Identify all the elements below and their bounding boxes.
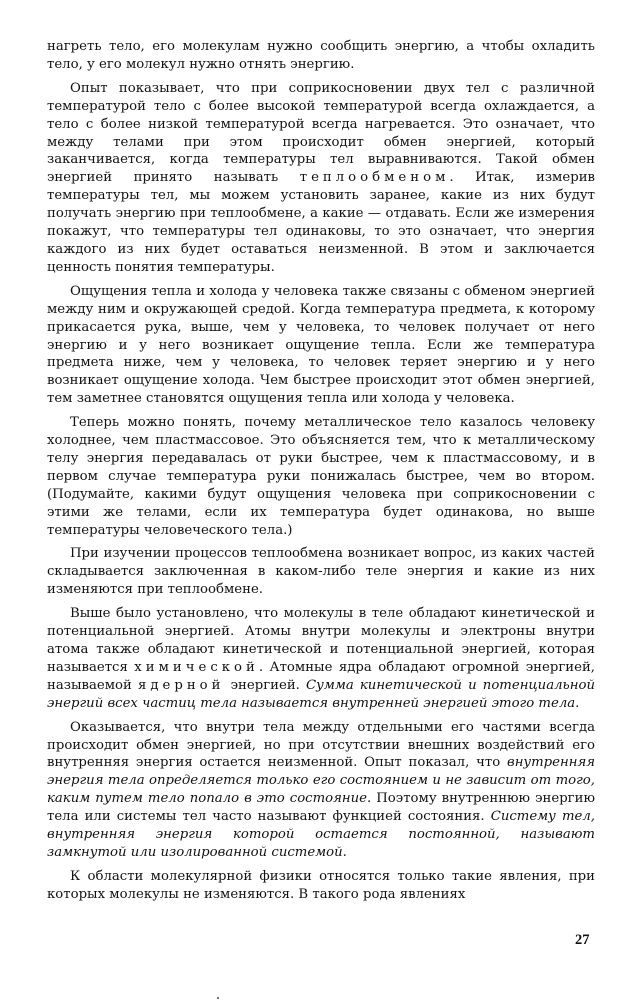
- italic-definition: внутренняя энергия тела определяется только его состоянием и не зависит от того, каким путем тело попало в это состояние.: [47, 755, 595, 807]
- paragraph: [47, 80, 595, 277]
- print-speck: [217, 997, 219, 999]
- text-run: Выше было установлено, что молекулы в теле обладают кинетической и потенциальной энергией. Атомы внутри молекулы и электроны внутри атома также обладают кинетической и потенциальной энергией, которая называется: [47, 606, 595, 675]
- text-run: При изучении процессов теплообмена возникает вопрос, из каких частей складывается заключенная в каком-либо теле энергия и какие из них изменяются при теплообмене.: [47, 546, 595, 598]
- paragraph: [47, 545, 595, 599]
- text-run: Ощущения тепла и холода у человека также связаны с обменом энергией между ним и окружающей средой. Когда температура предмета, к которому прикасается рука, выше, чем у человека, то человек получает от него энергию и у него возникает ощущение тепла. Если же температура предмета ниже, чем у человека, то человек теряет энергию и у него возникает ощущение холода. Чем быстрее происходит этот обмен энергией, тем заметнее становятся ощущения тепла или холода у человека.: [47, 283, 595, 407]
- body-text: [47, 38, 595, 910]
- text-run: энергией.: [224, 677, 307, 693]
- italic-definition: Систему тел, внутренняя энергия которой остается постоянной, называют замкнутой или изолированной системой.: [47, 809, 595, 860]
- paragraph: [47, 414, 595, 539]
- spaced-term: химической: [134, 659, 259, 675]
- text-run: . Итак, измерив температуры тел, мы можем установить заранее, какие из них будут получать энергию при теплообмене, а какие — отдавать. Если же измерения покажут, что температуры тел одинаковы, то это означает, что энергия каждого из них будет оставаться неизменной. В этом и заключается ценность понятия температуры.: [47, 170, 595, 275]
- spaced-term: ядерной: [137, 677, 225, 693]
- paragraph: [47, 868, 595, 904]
- paragraph: [47, 719, 595, 862]
- text-run: Теперь можно понять, почему металлическое тело казалось человеку холоднее, чем пластмассовое. Это объясняется тем, что к металлическому телу энергия передавалась от руки быстрее, чем к пластмассовому, и в первом случае температура руки понижалась быстрее, чем во втором. (Подумайте, какими будут ощущения человека при соприкосновении с этими же телами, если их температура будет одинакова, но выше температуры человеческого тела.): [47, 415, 595, 538]
- text-run: К области молекулярной физики относятся только такие явления, при которых молекулы не изменяются. В такого рода явлениях: [47, 868, 595, 902]
- text-run: Оказывается, что внутри тела между отдельными его частями всегда происходит обмен энергией, но при отсутствии внешних воздействий его внутренняя энергия остается неизменной. Опыт показал, что: [47, 719, 595, 771]
- page-number: 27: [575, 932, 590, 948]
- text-run: нагреть тело, его молекулам нужно сообщить энергию, а чтобы охладить тело, у его молекул нужно отнять энергию.: [47, 39, 595, 72]
- italic-definition: Сумма кинетической и потенциальной энергий всех частиц тела называется внутренней энергией этого тела.: [47, 677, 595, 711]
- paragraph: [47, 38, 595, 74]
- text-run: Поэтому внутреннюю энергию тела или системы тел часто называют функцией состояния.: [47, 791, 595, 825]
- text-run: Опыт показывает, что при соприкосновении двух тел с различной температурой тело с более высокой температурой всегда охлаждается, а тело с более низкой температурой всегда нагревается. Это означает, что между телами при этом происходит обмен энергией, который заканчивается, когда температуры тел выравниваются. Такой обмен энергией принято называть: [47, 80, 595, 186]
- paragraph: [47, 283, 595, 408]
- paragraph: [47, 605, 595, 712]
- text-run: . Атомные ядра обладают огромной энергией, называемой: [47, 659, 595, 693]
- spaced-term: теплообменом: [299, 170, 450, 186]
